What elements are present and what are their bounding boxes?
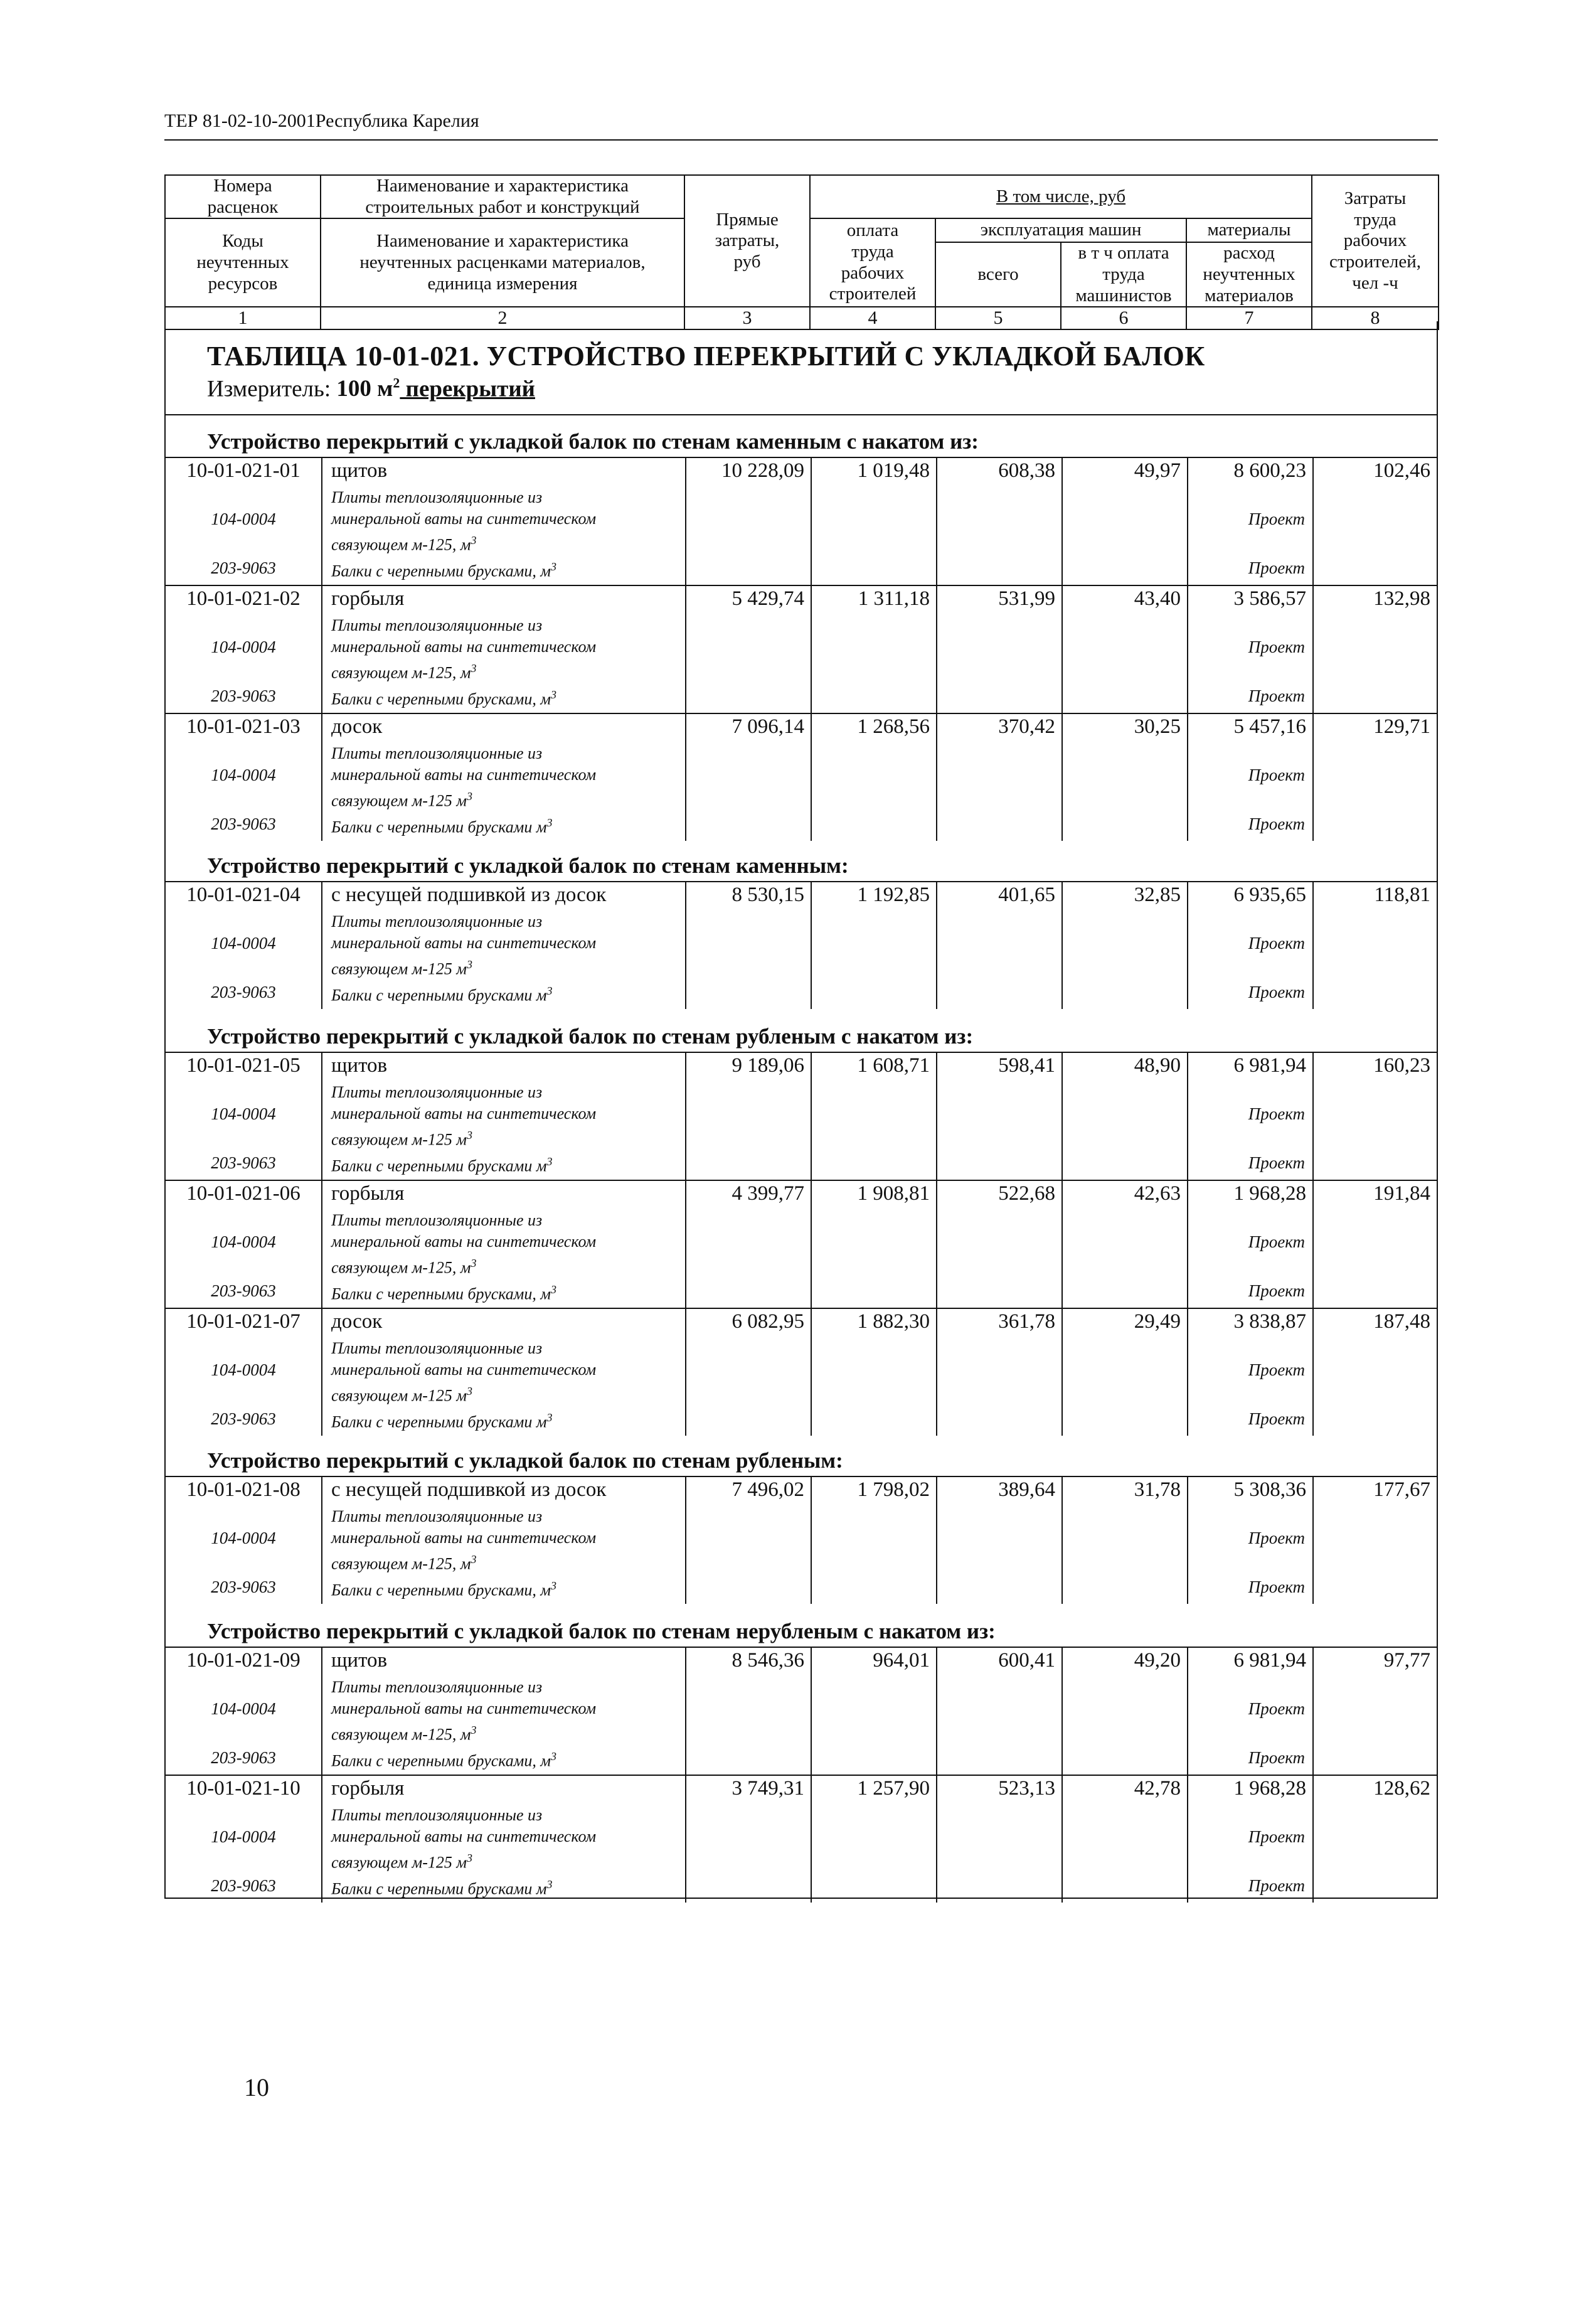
resource-code: 104-0004 <box>211 1529 276 1547</box>
value-col6: 49,20 <box>1134 1649 1181 1672</box>
resource-code: 203-9063 <box>211 814 276 833</box>
column-divider <box>1187 1180 1188 1308</box>
value-col5: 598,41 <box>998 1054 1055 1077</box>
project-note: Проект <box>1248 983 1305 1001</box>
material-line: Плиты теплоизоляционные из <box>331 1507 543 1525</box>
work-name: досок <box>331 1310 383 1333</box>
column-divider <box>1312 1775 1314 1903</box>
resource-code: 104-0004 <box>211 934 276 953</box>
column-divider <box>321 1308 322 1436</box>
resource-code: 104-0004 <box>211 1699 276 1718</box>
value-col8: 191,84 <box>1373 1182 1430 1205</box>
value-col4: 1 798,02 <box>857 1478 930 1501</box>
material-line: Плиты теплоизоляционные из <box>331 616 543 634</box>
section-rule <box>166 1476 1437 1477</box>
value-col6: 30,25 <box>1134 715 1181 738</box>
value-col5: 361,78 <box>998 1310 1055 1333</box>
value-col4: 1 268,56 <box>857 715 930 738</box>
header-rule <box>164 139 1438 141</box>
header-materials: материалы <box>1186 218 1312 242</box>
project-note: Проект <box>1248 1104 1305 1123</box>
resource-code: 104-0004 <box>211 1104 276 1123</box>
column-divider <box>685 1052 686 1180</box>
value-col8: 177,67 <box>1373 1478 1430 1501</box>
column-divider <box>685 1180 686 1308</box>
header-col8: Затраты труда рабочих строителей, чел -ч <box>1312 175 1439 307</box>
rate-code: 10-01-021-08 <box>186 1478 301 1501</box>
value-col5: 522,68 <box>998 1182 1055 1205</box>
material-line: минеральной ваты на синтетическом <box>331 1529 597 1547</box>
column-divider <box>936 713 937 841</box>
page-number: 10 <box>244 2073 269 2101</box>
work-name: горбыля <box>331 587 405 610</box>
value-col3: 7 096,14 <box>732 715 804 738</box>
header-col2-top: Наименование и характеристика строительных работ и конструкций <box>321 175 684 218</box>
value-col7: 1 968,28 <box>1233 1777 1306 1800</box>
material-line: минеральной ваты на синтетическом <box>331 1104 597 1123</box>
material-line: Балки с черепными брусками $м^3$ <box>331 1878 553 1898</box>
row-divider <box>166 1308 1437 1309</box>
column-divider <box>1312 1647 1314 1775</box>
column-divider <box>1312 457 1314 585</box>
value-col4: 1 608,71 <box>857 1054 930 1077</box>
column-divider <box>1187 457 1188 585</box>
resource-code: 104-0004 <box>211 1360 276 1379</box>
column-divider <box>936 1476 937 1604</box>
column-divider <box>811 457 812 585</box>
project-note: Проект <box>1248 1578 1305 1596</box>
column-divider <box>685 1647 686 1775</box>
column-divider <box>1312 1308 1314 1436</box>
project-note: Проект <box>1248 1876 1305 1895</box>
column-divider <box>936 1052 937 1180</box>
value-col6: 32,85 <box>1134 884 1181 906</box>
value-col4: 1 882,30 <box>857 1310 930 1333</box>
column-divider <box>321 1476 322 1604</box>
value-col7: 1 968,28 <box>1233 1182 1306 1205</box>
value-col4: 1 311,18 <box>858 587 930 610</box>
material-line: связующем м-125 $м^3$ <box>331 958 473 978</box>
column-divider <box>811 1052 812 1180</box>
column-divider <box>1061 713 1063 841</box>
value-col5: 600,41 <box>998 1649 1055 1672</box>
material-line: Балки с черепными брусками $м^3$ <box>331 985 553 1005</box>
project-note: Проект <box>1248 1529 1305 1547</box>
value-col6: 49,97 <box>1134 459 1181 482</box>
value-col8: 160,23 <box>1373 1054 1430 1077</box>
value-col8: 118,81 <box>1374 884 1430 906</box>
material-line: связующем м-125 $м^3$ <box>331 1129 473 1149</box>
material-line: Плиты теплоизоляционные из <box>331 912 543 931</box>
column-divider <box>685 1775 686 1903</box>
project-note: Проект <box>1248 1699 1305 1718</box>
section-title: Устройство перекрытий с укладкой балок по стенам нерубленым с накатом из: <box>207 1619 996 1643</box>
column-divider <box>1187 881 1188 1009</box>
column-divider <box>811 713 812 841</box>
table-body <box>164 321 1438 1899</box>
section-title: Устройство перекрытий с укладкой балок по стенам каменным: <box>207 853 849 878</box>
rate-code: 10-01-021-07 <box>186 1310 301 1333</box>
column-divider <box>321 457 322 585</box>
column-divider <box>1061 1180 1063 1308</box>
column-divider <box>811 1647 812 1775</box>
material-line: Плиты теплоизоляционные из <box>331 744 543 762</box>
value-col6: 42,63 <box>1134 1182 1181 1205</box>
material-line: Балки с черепными брусками, $м^3$ <box>331 560 556 580</box>
column-number: 2 <box>321 307 684 329</box>
value-col8: 128,62 <box>1373 1777 1430 1800</box>
value-col4: 1 192,85 <box>857 884 930 906</box>
document-header: ТЕР 81-02-10-2001Республика Карелия <box>164 110 479 131</box>
measure-rule <box>166 414 1437 415</box>
column-divider <box>936 1775 937 1903</box>
work-name: горбыля <box>331 1777 405 1800</box>
column-divider <box>1061 1476 1063 1604</box>
material-line: Балки с черепными брусками, $м^3$ <box>331 1750 556 1770</box>
column-divider <box>936 1180 937 1308</box>
work-name: щитов <box>331 1649 388 1672</box>
header-col1-bottom: Коды неучтенных ресурсов <box>165 218 321 307</box>
material-line: Плиты теплоизоляционные из <box>331 1678 543 1696</box>
project-note: Проект <box>1248 686 1305 705</box>
material-line: связующем м-125 $м^3$ <box>331 1852 473 1872</box>
table-measure: Измеритель: 100 $м^2$ перекрытий <box>207 375 535 402</box>
value-col5: 389,64 <box>998 1478 1055 1501</box>
section-rule <box>166 1647 1437 1648</box>
column-divider <box>1312 881 1314 1009</box>
resource-code: 104-0004 <box>211 510 276 528</box>
column-number: 4 <box>810 307 935 329</box>
work-name: с несущей подшивкой из досок <box>331 884 607 906</box>
column-divider <box>1061 1308 1063 1436</box>
column-divider <box>1187 1308 1188 1436</box>
value-col3: 6 082,95 <box>732 1310 804 1333</box>
material-line: Балки с черепными брусками $м^3$ <box>331 816 553 836</box>
column-divider <box>321 881 322 1009</box>
resource-code: 104-0004 <box>211 1232 276 1251</box>
header-col1-top: Номера расценок <box>165 175 321 218</box>
header-col2-bottom: Наименование и характеристика неучтенных расценками материалов, единица измерения <box>321 218 684 307</box>
column-divider <box>1061 585 1063 713</box>
value-col5: 523,13 <box>998 1777 1055 1800</box>
value-col6: 43,40 <box>1134 587 1181 610</box>
material-line: Плиты теплоизоляционные из <box>331 1806 543 1824</box>
value-col8: 187,48 <box>1373 1310 1430 1333</box>
work-name: досок <box>331 715 383 738</box>
work-name: щитов <box>331 1054 388 1077</box>
project-note: Проект <box>1248 1153 1305 1172</box>
value-col4: 1 257,90 <box>857 1777 930 1800</box>
material-line: Балки с черепными брусками, $м^3$ <box>331 688 556 708</box>
column-divider <box>1187 1647 1188 1775</box>
value-col7: 3 586,57 <box>1233 587 1306 610</box>
column-divider <box>321 1180 322 1308</box>
column-divider <box>685 457 686 585</box>
column-divider <box>1312 585 1314 713</box>
column-divider <box>1187 585 1188 713</box>
value-col5: 608,38 <box>998 459 1055 482</box>
material-line: минеральной ваты на синтетическом <box>331 1827 597 1845</box>
material-line: Балки с черепными брусками, $м^3$ <box>331 1579 556 1599</box>
section-title: Устройство перекрытий с укладкой балок по стенам рубленым с накатом из: <box>207 1024 974 1049</box>
column-divider <box>1061 457 1063 585</box>
rate-code: 10-01-021-10 <box>186 1777 301 1800</box>
value-col4: 1 908,81 <box>857 1182 930 1205</box>
work-name: с несущей подшивкой из досок <box>331 1478 607 1501</box>
material-line: минеральной ваты на синтетическом <box>331 638 597 656</box>
resource-code: 203-9063 <box>211 1876 276 1895</box>
value-col7: 5 308,36 <box>1233 1478 1306 1501</box>
column-divider <box>1187 1775 1188 1903</box>
project-note: Проект <box>1248 1409 1305 1428</box>
column-number: 6 <box>1061 307 1186 329</box>
value-col8: 102,46 <box>1373 459 1430 482</box>
value-col3: 7 496,02 <box>732 1478 804 1501</box>
value-col8: 132,98 <box>1373 587 1430 610</box>
value-col5: 531,99 <box>998 587 1055 610</box>
project-note: Проект <box>1248 814 1305 833</box>
value-col6: 42,78 <box>1134 1777 1181 1800</box>
material-line: связующем м-125 $м^3$ <box>331 1385 473 1405</box>
section-title: Устройство перекрытий с укладкой балок по стенам рубленым: <box>207 1448 843 1473</box>
header-machines: эксплуатация машин <box>935 218 1186 242</box>
resource-code: 203-9063 <box>211 1748 276 1767</box>
column-divider <box>936 1647 937 1775</box>
header-col5: всего <box>935 242 1061 307</box>
material-line: Балки с черепными брусками $м^3$ <box>331 1155 553 1175</box>
resource-code: 203-9063 <box>211 1153 276 1172</box>
header-col3: Прямые затраты, руб <box>684 175 810 307</box>
material-line: минеральной ваты на синтетическом <box>331 766 597 784</box>
column-divider <box>936 457 937 585</box>
column-divider <box>1312 713 1314 841</box>
column-divider <box>685 713 686 841</box>
column-divider <box>811 1308 812 1436</box>
resource-code: 203-9063 <box>211 686 276 705</box>
material-line: Плиты теплоизоляционные из <box>331 1211 543 1229</box>
column-divider <box>1187 713 1188 841</box>
column-divider <box>936 1308 937 1436</box>
material-line: связующем м-125, $м^3$ <box>331 1257 477 1277</box>
table-title: ТАБЛИЦА 10-01-021. УСТРОЙСТВО ПЕРЕКРЫТИЙ С УКЛАДКОЙ БАЛОК <box>207 341 1205 371</box>
column-divider <box>811 585 812 713</box>
value-col7: 6 935,65 <box>1233 884 1306 906</box>
value-col5: 401,65 <box>998 884 1055 906</box>
rate-code: 10-01-021-06 <box>186 1182 301 1205</box>
column-divider <box>321 585 322 713</box>
section-rule <box>166 1052 1437 1053</box>
column-divider <box>685 881 686 1009</box>
material-line: минеральной ваты на синтетическом <box>331 934 597 952</box>
column-divider <box>1312 1180 1314 1308</box>
rate-code: 10-01-021-04 <box>186 884 301 906</box>
column-divider <box>1187 1052 1188 1180</box>
value-col7: 8 600,23 <box>1233 459 1306 482</box>
material-line: связующем м-125, $м^3$ <box>331 662 477 682</box>
column-divider <box>1061 1775 1063 1903</box>
column-divider <box>321 1052 322 1180</box>
project-note: Проект <box>1248 558 1305 577</box>
column-divider <box>811 1775 812 1903</box>
header-col7: расход неучтенных материалов <box>1186 242 1312 307</box>
column-divider <box>1312 1476 1314 1604</box>
value-col6: 29,49 <box>1134 1310 1181 1333</box>
material-line: Плиты теплоизоляционные из <box>331 1339 543 1357</box>
resource-code: 203-9063 <box>211 1281 276 1300</box>
column-divider <box>685 1476 686 1604</box>
value-col7: 3 838,87 <box>1233 1310 1306 1333</box>
column-divider <box>1187 1476 1188 1604</box>
work-name: горбыля <box>331 1182 405 1205</box>
material-line: связующем м-125 $м^3$ <box>331 790 473 810</box>
rate-code: 10-01-021-02 <box>186 587 301 610</box>
column-divider <box>321 1775 322 1903</box>
column-divider <box>1061 1052 1063 1180</box>
resource-code: 104-0004 <box>211 638 276 656</box>
value-col3: 8 530,15 <box>732 884 804 906</box>
column-number: 3 <box>684 307 810 329</box>
material-line: Балки с черепными брусками $м^3$ <box>331 1411 553 1431</box>
column-divider <box>811 1476 812 1604</box>
column-number: 8 <box>1312 307 1439 329</box>
column-header-table <box>164 174 1439 330</box>
value-col7: 5 457,16 <box>1233 715 1306 738</box>
rate-code: 10-01-021-01 <box>186 459 301 482</box>
row-divider <box>166 1180 1437 1181</box>
project-note: Проект <box>1248 1748 1305 1767</box>
project-note: Проект <box>1248 1360 1305 1379</box>
resource-code: 203-9063 <box>211 983 276 1001</box>
project-note: Проект <box>1248 1827 1305 1846</box>
value-col4: 964,01 <box>873 1649 930 1672</box>
row-divider <box>166 585 1437 586</box>
section-title: Устройство перекрытий с укладкой балок по стенам каменным с накатом из: <box>207 429 979 454</box>
column-number: 5 <box>935 307 1061 329</box>
resource-code: 203-9063 <box>211 558 276 577</box>
column-divider <box>321 713 322 841</box>
value-col4: 1 019,48 <box>857 459 930 482</box>
project-note: Проект <box>1248 1281 1305 1300</box>
value-col3: 4 399,77 <box>732 1182 804 1205</box>
material-line: минеральной ваты на синтетическом <box>331 1232 597 1251</box>
section-rule <box>166 881 1437 882</box>
value-col3: 8 546,36 <box>732 1649 804 1672</box>
column-divider <box>321 1647 322 1775</box>
value-col7: 6 981,94 <box>1233 1649 1306 1672</box>
project-note: Проект <box>1248 766 1305 784</box>
rate-code: 10-01-021-03 <box>186 715 301 738</box>
header-group: В том числе, руб <box>810 175 1312 218</box>
header-col4: оплата труда рабочих строителей <box>810 218 935 307</box>
column-number: 7 <box>1186 307 1312 329</box>
value-col3: 5 429,74 <box>732 587 804 610</box>
rate-code: 10-01-021-05 <box>186 1054 301 1077</box>
column-divider <box>811 881 812 1009</box>
material-line: связующем м-125, $м^3$ <box>331 1724 477 1744</box>
value-col5: 370,42 <box>998 715 1055 738</box>
resource-code: 203-9063 <box>211 1578 276 1596</box>
project-note: Проект <box>1248 510 1305 528</box>
row-divider <box>166 1775 1437 1776</box>
value-col3: 10 228,09 <box>721 459 804 482</box>
value-col8: 129,71 <box>1373 715 1430 738</box>
column-divider <box>1061 881 1063 1009</box>
resource-code: 203-9063 <box>211 1409 276 1428</box>
value-col6: 31,78 <box>1134 1478 1181 1501</box>
column-divider <box>1312 1052 1314 1180</box>
project-note: Проект <box>1248 934 1305 953</box>
material-line: минеральной ваты на синтетическом <box>331 1360 597 1379</box>
column-divider <box>936 881 937 1009</box>
column-divider <box>811 1180 812 1308</box>
project-note: Проект <box>1248 1232 1305 1251</box>
value-col6: 48,90 <box>1134 1054 1181 1077</box>
material-line: Плиты теплоизоляционные из <box>331 488 543 506</box>
section-rule <box>166 457 1437 458</box>
value-col8: 97,77 <box>1383 1649 1430 1672</box>
column-divider <box>1061 1647 1063 1775</box>
material-line: минеральной ваты на синтетическом <box>331 510 597 528</box>
material-line: минеральной ваты на синтетическом <box>331 1699 597 1717</box>
material-line: Балки с черепными брусками, $м^3$ <box>331 1283 556 1303</box>
value-col3: 3 749,31 <box>732 1777 804 1800</box>
column-divider <box>685 585 686 713</box>
value-col7: 6 981,94 <box>1233 1054 1306 1077</box>
work-name: щитов <box>331 459 388 482</box>
value-col3: 9 189,06 <box>732 1054 804 1077</box>
project-note: Проект <box>1248 638 1305 656</box>
column-divider <box>936 585 937 713</box>
material-line: связующем м-125, $м^3$ <box>331 1553 477 1573</box>
resource-code: 104-0004 <box>211 1827 276 1846</box>
header-col6: в т ч оплата труда машинистов <box>1061 242 1186 307</box>
material-line: Плиты теплоизоляционные из <box>331 1083 543 1101</box>
column-number: 1 <box>165 307 321 329</box>
column-divider <box>685 1308 686 1436</box>
rate-code: 10-01-021-09 <box>186 1649 301 1672</box>
row-divider <box>166 713 1437 714</box>
material-line: связующем м-125, $м^3$ <box>331 534 477 554</box>
resource-code: 104-0004 <box>211 766 276 784</box>
